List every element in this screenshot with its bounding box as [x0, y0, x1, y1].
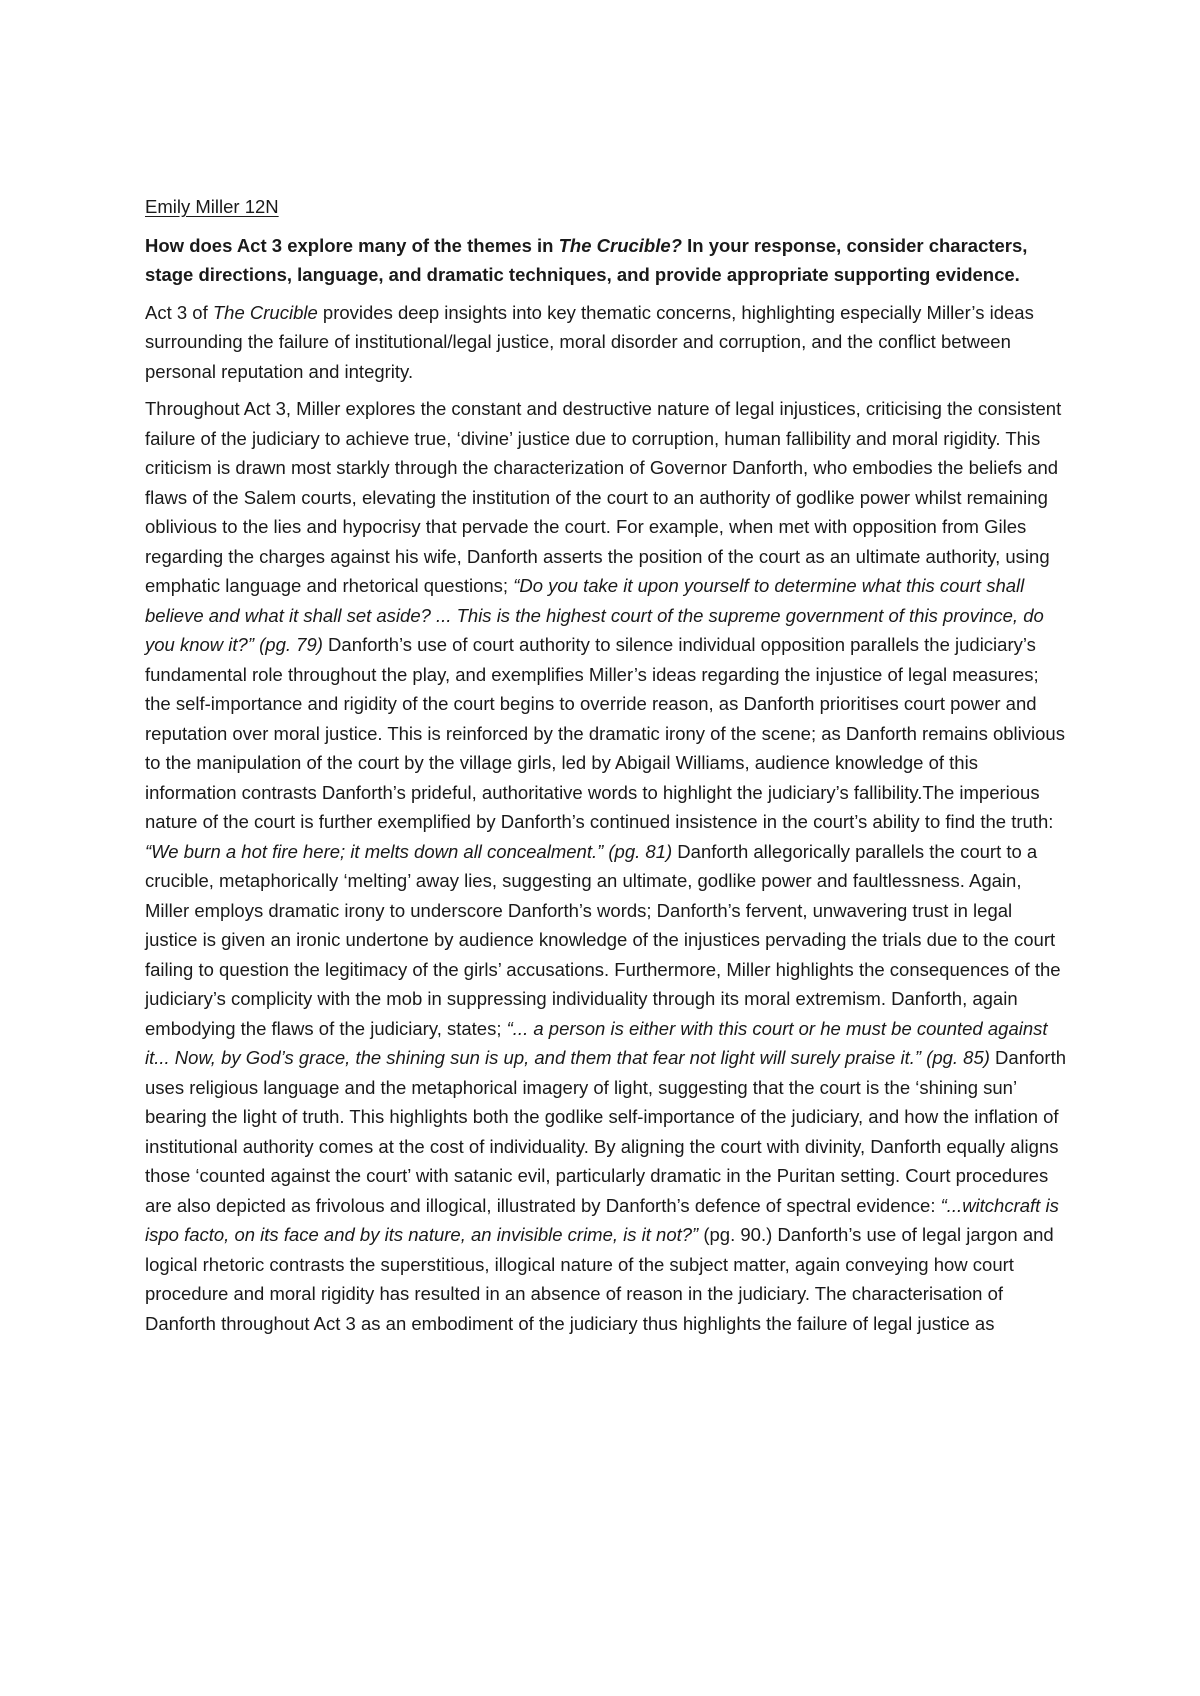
document-page	[145, 192, 1067, 1346]
body-text-5: (pg. 90.) Danforth’s use of legal jargon and logical rhetoric contrasts the superstitious, illogical nature of the subject matter, again conveying how court procedure and moral rigidity has resulted in an absence of reason in the judiciary. The characterisation of Danforth throughout Act 3 as an embodiment of the judiciary thus highlights the failure of legal justice as	[145, 1224, 1054, 1334]
question-play-title: The Crucible?	[558, 234, 682, 256]
author-name: Emily Miller 12N	[145, 196, 279, 217]
intro-text-1: Act 3 of	[145, 301, 213, 323]
body-text-1: Throughout Act 3, Miller explores the constant and destructive nature of legal injustices, criticising the consistent failure of the judiciary to achieve true, ‘divine’ justice due to corruption, human fallibility and moral rigidity. This criticism is drawn most starkly through the characterization of Governor Danforth, who embodies the beliefs and flaws of the Salem courts, elevating the institution of the court to an authority of godlike power whilst remaining oblivious to the lies and hypocrisy that pervade the court. For example, when met with opposition from Giles regarding the charges against his wife, Danforth asserts the position of the court as an ultimate authority, using emphatic language and rhetorical questions;	[145, 398, 1062, 596]
intro-paragraph	[145, 298, 1067, 387]
quote-4: “...witchcraft is ispo facto, on its face and by its nature, an invisible crime, is it not?”	[145, 1194, 1059, 1245]
quote-3: “... a person is either with this court or he must be counted against it... Now, by God’s grace, the shining sun is up, and them that fear not light will surely praise it.” (pg. 85)	[145, 1017, 1048, 1068]
essay-question	[145, 231, 1067, 290]
body-text-4: Danforth uses religious language and the metaphorical imagery of light, suggesting that the court is the ‘shining sun’ bearing the light of truth. This highlights both the godlike self-importance of the judiciary, and how the inflation of institutional authority comes at the cost of individuality. By aligning the court with divinity, Danforth equally aligns those ‘counted against the court’ with satanic evil, particularly dramatic in the Puritan setting. Court procedures are also depicted as frivolous and illogical, illustrated by Danforth’s defence of spectral evidence:	[145, 1047, 1067, 1216]
body-text-2: Danforth’s use of court authority to silence individual opposition parallels the judiciary’s fundamental role throughout the play, and exemplifies Miller’s ideas regarding the injustice of legal measures; the self-importance and rigidity of the court begins to override reason, as Danforth prioritises court power and reputation over moral justice. This is reinforced by the dramatic irony of the scene; as Danforth remains oblivious to the manipulation of the court by the village girls, led by Abigail Williams, audience knowledge of this information contrasts Danforth’s prideful, authoritative words to highlight the judiciary’s fallibility.The imperious nature of the court is further exemplified by Danforth’s continued insistence in the court’s ability to find the truth:	[145, 634, 1065, 832]
quote-2: “We burn a hot fire here; it melts down all concealment.” (pg. 81)	[145, 840, 673, 862]
intro-text-2: provides deep insights into key thematic concerns, highlighting especially Miller’s ideas surrounding the failure of institutional/legal justice, moral disorder and corruption, and the conflict between personal reputation and integrity.	[145, 301, 1034, 382]
body-text-3: Danforth allegorically parallels the court to a crucible, metaphorically ‘melting’ away lies, suggesting an ultimate, godlike power and faultlessness. Again, Miller employs dramatic irony to underscore Danforth’s words; Danforth’s fervent, unwavering trust in legal justice is given an ironic undertone by audience knowledge of the injustices pervading the trials due to the court failing to question the legitimacy of the girls’ accusations. Furthermore, Miller highlights the consequences of the judiciary’s complicity with the mob in suppressing individuality through its moral extremism. Danforth, again embodying the flaws of the judiciary, states;	[145, 840, 1061, 1039]
question-text-2: In your response, consider characters, stage directions, language, and dramatic techniques, and provide appropriate supporting evidence.	[145, 234, 1028, 285]
question-text-1: How does Act 3 explore many of the themes in	[145, 234, 559, 256]
quote-1: “Do you take it upon yourself to determine what this court shall believe and what it shall set aside? ... This is the highest court of the supreme government of this province, do you know it?” (pg. 79)	[145, 575, 1044, 655]
body-paragraph	[145, 394, 1067, 1338]
intro-play-title: The Crucible	[212, 301, 318, 323]
